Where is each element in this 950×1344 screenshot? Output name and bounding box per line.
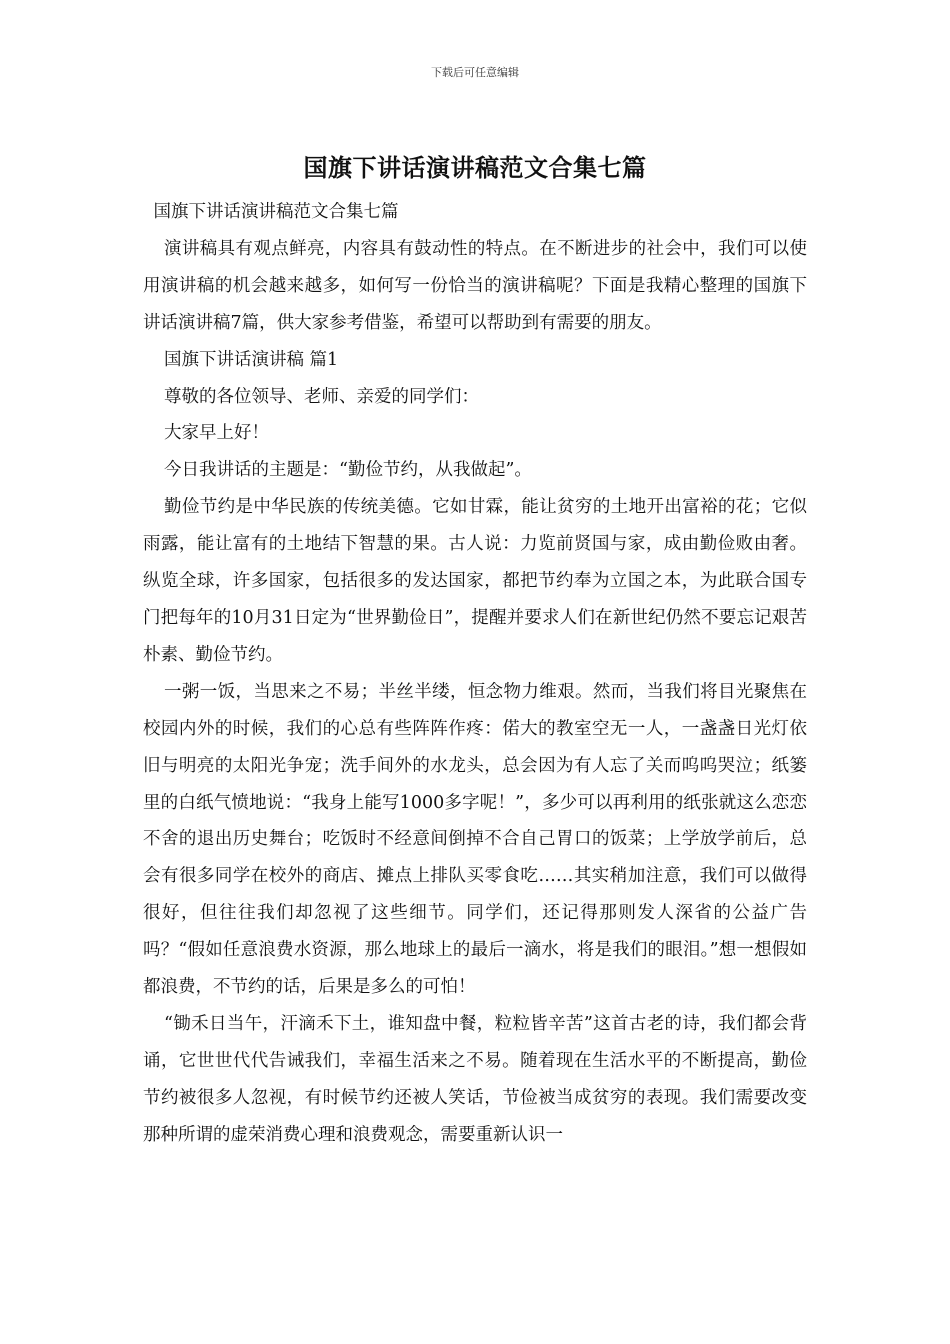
body-paragraph: 一粥一饭，当思来之不易；半丝半缕，恒念物力维艰。然而，当我们将目光聚焦在校园内外的时候，我们的心总有些阵阵作疼：偌大的教室空无一人，一盏盏日光灯依旧与明亮的太阳光争宠；洗手间外的水龙头，总会因为有人忘了关而呜呜哭泣；纸篓里的白纸气愤地说：“我身上能写1000多字呢！”，多少可以再利用的纸张就这么恋恋不舍的退出历史舞台；吃饭时不经意间倒掉不合自己胃口的饭菜；上学放学前后，总会有很多同学在校外的商店、摊点上排队买零食吃……其实稍加注意，我们可以做得很好，但往往我们却忽视了这些细节。同学们，还记得那则发人深省的公益广告吗？“假如任意浪费水资源，那么地球上的最后一滴水，将是我们的眼泪。”想一想假如都浪费，不节约的话，后果是多么的可怕！ (143, 681, 807, 998)
header-note: 下载后可任意编辑 (431, 66, 519, 79)
section-heading: 国旗下讲话演讲稿 篇1 (164, 349, 339, 370)
body-paragraph: “锄禾日当午，汗滴禾下土，谁知盘中餐，粒粒皆辛苦”这首古老的诗，我们都会背诵，它世世代代告诫我们，幸福生活来之不易。随着现在生活水平的不断提高，勤俭节约被很多人忽视，有时候节约还被人笑话，节俭被当成贫穷的表现。我们需要改变那种所谓的虚荣消费心理和浪费观念，需要重新认识一 (143, 1013, 807, 1145)
document-title: 国旗下讲话演讲稿范文合集七篇 (303, 153, 647, 182)
greeting: 大家早上好！ (164, 423, 269, 444)
body-paragraph: 勤俭节约是中华民族的传统美德。它如甘霖，能让贫穷的土地开出富裕的花；它似雨露，能让富有的土地结下智慧的果。古人说：力览前贤国与家，成由勤俭败由奢。纵览全球，许多国家，包括很多的发达国家，都把节约奉为立国之本，为此联合国专门把每年的10月31日定为“世界勤俭日”，提醒并要求人们在新世纪仍然不要忘记艰苦朴素、勤俭节约。 (143, 497, 807, 665)
topic-paragraph: 今日我讲话的主题是：“勤俭节约，从我做起”。 (164, 460, 532, 481)
document-body (143, 194, 807, 1154)
document-subtitle: 国旗下讲话演讲稿范文合集七篇 (153, 202, 399, 222)
salutation: 尊敬的各位领导、老师、亲爱的同学们： (164, 386, 479, 407)
intro-paragraph: 演讲稿具有观点鲜亮，内容具有鼓动性的特点。在不断进步的社会中，我们可以使用演讲稿的机会越来越多，如何写一份恰当的演讲稿呢？下面是我精心整理的国旗下讲话演讲稿7篇，供大家参考借鉴，希望可以帮助到有需要的朋友。 (143, 238, 807, 333)
